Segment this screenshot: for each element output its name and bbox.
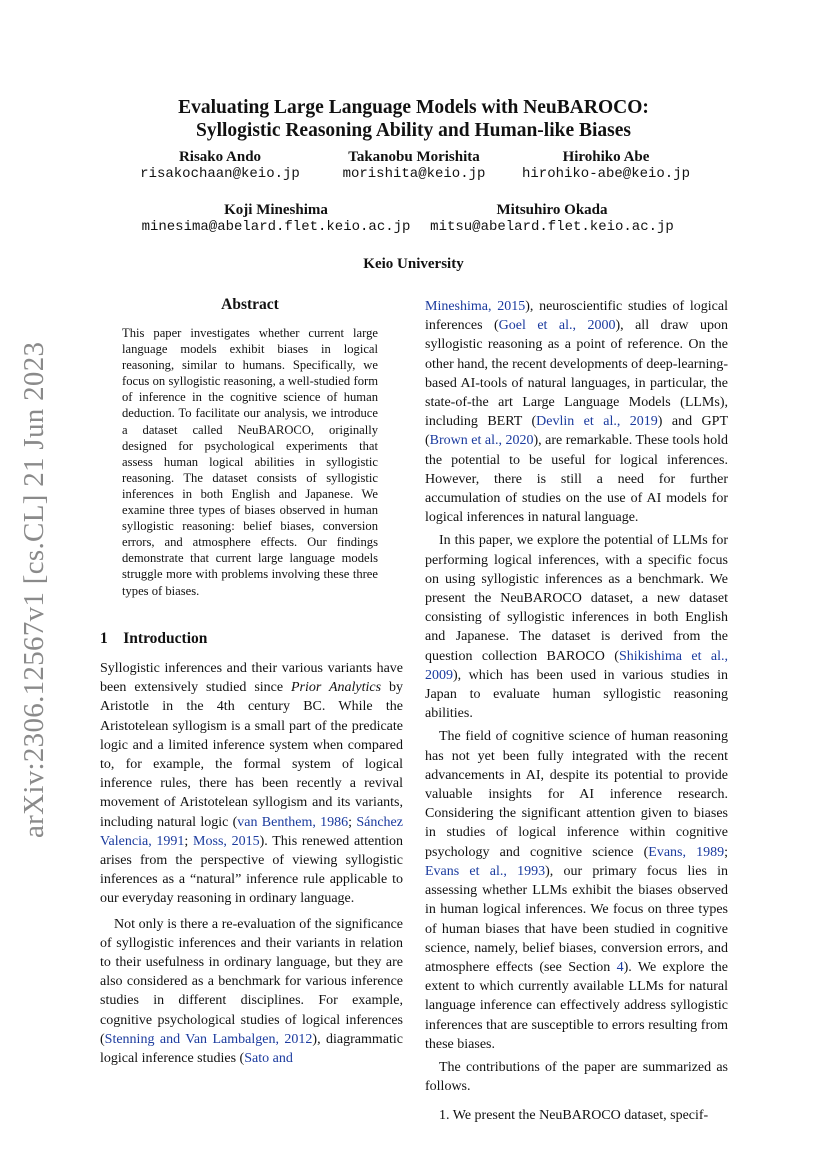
text: by Aristotle in the 4th century BC. While the Aristotelean syllogism is a small part of the predicate logic and a limited inference system when compared to, for example, the formal system of logical inference rules, there has been recently a revival movement of Aristotelean syllogism and its variants, including natural logic ( xyxy=(100,680,403,830)
citation-link[interactable]: Evans, 1989 xyxy=(648,844,725,860)
abstract xyxy=(122,325,378,599)
citation-link[interactable]: Sánchez Valencia, 1991 xyxy=(100,814,403,849)
author-name: Hirohiko Abe xyxy=(562,149,650,165)
author-block-2 xyxy=(314,149,514,182)
text: ), our primary focus lies in assessing whether LLMs exhibit the biases observed in human logical inferences. We focus on three types of human biases that have been studied in cognitive science, namely, belief biases, conversion errors, and atmosphere effects (see Section xyxy=(425,863,729,975)
intro-paragraph-3 xyxy=(425,297,728,527)
right-column xyxy=(425,297,728,1126)
abstract-text: This paper investigates whether current large language models exhibit biases in logical reasoning, similar to humans. Specifically, we focus on syllogistic reasoning, a well-studied form of inference in the cognitive science of human deduction. To facilitate our analysis, we introduce a dataset called NeuBAROCO, originally designed for psychological experiments that assess human logical abilities in syllogistic reasoning. The dataset consists of syllogistic inferences in both English and Japanese. We examine three types of biases observed in human syllogistic reasoning: belief biases, conversion errors, and atmosphere effects. Our findings demonstrate that current large language models struggle more with problems involving these three types of biases. xyxy=(122,326,378,598)
author-block-1 xyxy=(120,149,320,182)
title-line-1: Evaluating Large Language Models with NeuBAROCO: xyxy=(178,97,649,118)
author-email: minesima@abelard.flet.keio.ac.jp xyxy=(141,219,411,235)
title-line-2: Syllogistic Reasoning Ability and Human-like Biases xyxy=(195,120,632,141)
citation-link[interactable]: van Benthem, 1986 xyxy=(237,814,349,830)
citation-link[interactable]: Devlin et al., 2019 xyxy=(536,414,658,430)
author-block-5 xyxy=(412,202,692,235)
author-email: hirohiko-abe@keio.jp xyxy=(521,166,691,182)
intro-paragraph-6: The contributions of the paper are summarized as follows. xyxy=(425,1059,728,1095)
citation-link[interactable]: Stenning and Van Lambalgen, 2012 xyxy=(104,1031,313,1047)
author-block-4 xyxy=(136,202,416,235)
text: ). This renewed attention arises from the perspective of viewing syllogistic inferences as a “natural” inference rule applicable to our everyday reasoning in ordinary language. xyxy=(100,833,403,907)
citation-link[interactable]: Evans et al., 1993 xyxy=(425,863,546,879)
text: ), which has been used in various studies in Japan to evaluate human syllogistic reasoning abilities. xyxy=(425,667,728,722)
citation-link[interactable]: Moss, 2015 xyxy=(193,833,260,849)
left-column xyxy=(100,659,403,1068)
author-email: mitsu@abelard.flet.keio.ac.jp xyxy=(430,219,674,235)
text: ), are remarkable. These tools hold the potential to be useful for logical inferences. However, there is still a need for further accumulation of studies on the use of AI models for logical inferences in natural language. xyxy=(425,433,729,526)
author-block-3 xyxy=(506,149,706,182)
author-email: risakochaan@keio.jp xyxy=(140,166,300,182)
text-italic: Prior Analytics xyxy=(291,680,382,696)
author-name: Koji Mineshima xyxy=(224,202,328,218)
author-name: Takanobu Morishita xyxy=(348,149,480,165)
author-name: Risako Ando xyxy=(178,149,262,165)
citation-link[interactable]: Shikishima et al., 2009 xyxy=(425,648,729,683)
arxiv-stamp: arXiv:2306.12567v1 [cs.CL] 21 Jun 2023 xyxy=(18,341,50,838)
text: The field of cognitive science of human reasoning has not yet been fully integrated with the recent advancements in AI, despite its potential to provide valuable insights for AI inference research. Considering the significant attention given to biases in studies of logical inference within cognitive psychology and cognitive science ( xyxy=(425,729,728,860)
text: ; xyxy=(724,844,729,860)
text: Syllogistic inferences and their various variants have been extensively studied since xyxy=(100,661,403,696)
contribution-list-item-1: 1. We present the NeuBAROCO dataset, specif- xyxy=(439,1108,709,1124)
section-ref-link[interactable]: 4 xyxy=(616,959,624,975)
paper-title xyxy=(0,96,827,142)
author-name: Mitsuhiro Okada xyxy=(496,202,608,218)
abstract-heading: Abstract xyxy=(221,296,279,313)
intro-paragraph-5 xyxy=(425,727,728,1053)
text: ), all draw upon syllogistic reasoning as a point of reference. On the other hand, the recent developments of deep-learning-based AI-tools of natural languages, in particular, the state-of-the art Large Language Models (LLMs), including BERT ( xyxy=(425,318,728,430)
citation-link[interactable]: Brown et al., 2020 xyxy=(429,433,534,449)
section-heading-introduction: 1 Introduction xyxy=(100,630,208,647)
affiliation: Keio University xyxy=(363,256,464,272)
intro-paragraph-1 xyxy=(100,659,403,909)
text: Not only is there a re-evaluation of the significance of syllogistic inferences and their variants in relation to their usefulness in ordinary language, but they are also considered as a benchmark for various inference studies in different disciplines. For example, cognitive psychological studies of logical inferences ( xyxy=(100,916,403,1047)
text: ). We explore the extent to which currently available LLMs for natural language inference can effectively address syllogistic inferences that are susceptible to errors resulting from these biases. xyxy=(425,959,728,1052)
text: In this paper, we explore the potential of LLMs for performing logical inferences, with a specific focus on using syllogistic inferences as a benchmark. We present the NeuBAROCO dataset, a new dataset consisting of syllogistic inferences in both English and Japanese. The dataset is derived from the question collection BAROCO ( xyxy=(425,533,728,664)
text: ), diagrammatic logical inference studies ( xyxy=(100,1031,403,1067)
citation-link[interactable]: Mineshima, 2015 xyxy=(425,299,526,314)
citation-link[interactable]: Sato and xyxy=(244,1051,293,1067)
author-email: morishita@keio.jp xyxy=(342,166,486,182)
text: ; xyxy=(348,814,357,830)
text: ) and GPT ( xyxy=(425,414,728,449)
text: ; xyxy=(184,833,194,849)
intro-paragraph-2 xyxy=(100,915,403,1069)
text: ), neuroscientific studies of logical inferences ( xyxy=(425,299,729,334)
citation-link[interactable]: Goel et al., 2000 xyxy=(498,318,616,334)
intro-paragraph-4 xyxy=(425,531,728,723)
